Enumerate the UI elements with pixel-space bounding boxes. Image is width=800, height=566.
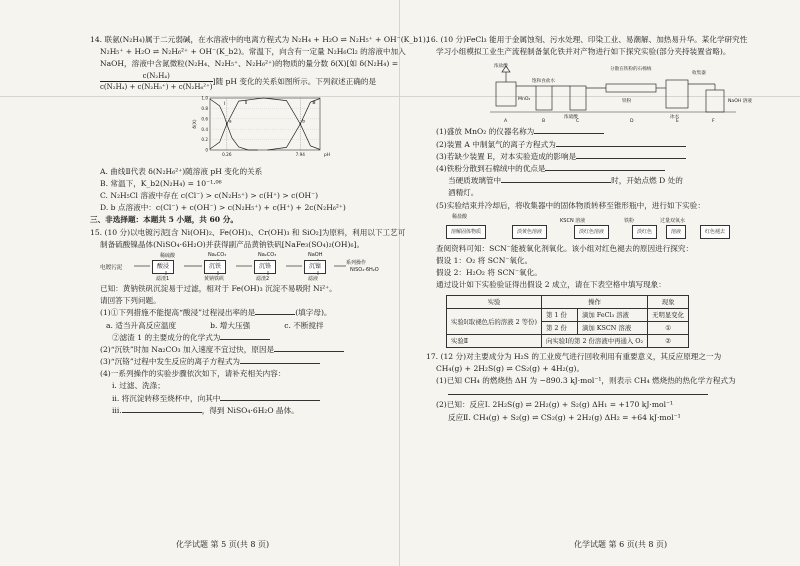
q17-part-1: (1)已知 CH₄ 的燃烧热 ΔH 为 −890.3 kJ·mol⁻¹，则表示 CH₄ 燃烧热的热化学方程式为 [436,376,736,386]
x-tick-label: 0.26 [222,151,232,157]
label-mno2: MnO₂ [518,97,531,103]
flow-yellow: 淡黄色溶液 [512,225,547,239]
experiment-table [446,295,689,348]
section-3-heading: 三、非选择题：本题共 5 小题，共 60 分。 [90,215,238,225]
q16-part-3: (3)若缺少装置 E，对本实验造成的影响是 [426,151,760,163]
header-experiment: 实验 [447,295,542,308]
q15-process-flow [100,253,386,283]
flow-solution: 溶液 [666,225,686,239]
reagent-3: Na₂CO₃ [258,252,277,259]
flow-series-op: 系列操作 [346,260,367,267]
waste-2: 黄钠铁矾 [204,276,225,283]
q16-lookup: 查阅资料可知：SCN⁻能被氧化剂氧化。该小组对红色褪去的原因进行探究： [436,243,694,253]
cell-portion1: 第 1 份 [541,308,577,321]
q15-ask: 请回答下列问题。 [100,296,161,306]
table-row [447,308,689,321]
label-b: B [542,119,546,125]
reagent-2: Na₂CO₃ [208,252,227,259]
label-f: F [712,119,715,125]
q16-hypothesis-1: 假设 1：O₂ 将 SCN⁻氧化。 [436,256,533,266]
y-axis-label: δ(X) [193,119,198,129]
label-asbestos: 分散在铁粉的石棉绒 [610,67,652,73]
flow-h2o2: 过量双氧水 [660,217,686,224]
q14-fraction-line [90,71,386,92]
label-d: D [630,119,634,125]
q17-part-1-blank [426,387,760,399]
answer-blank[interactable] [545,170,665,171]
q15-step-i: ⅰ. 过滤、洗涤； [112,381,165,391]
flow-fade: 红色褪去 [700,225,730,239]
table-header [447,295,689,308]
apparatus-diagram [476,60,776,124]
cell-result1: 无明显变化 [648,308,689,321]
label-conc-hcl: 浓盐酸 [494,64,508,70]
flow-step-acid: 酸浸 [152,260,174,274]
reagent-4: NaOH [308,252,323,259]
q15-part-1: (1)①下列措施不能提高“酸浸”过程浸出率的是 (填字母)。 [100,308,332,318]
y-tick-label: 0.8 [201,105,208,111]
label-c: C [576,119,580,125]
flow-top-reagent: 稀盐酸 [452,213,468,220]
label-a: A [504,119,508,125]
q16-exp-flow [446,213,760,243]
q16-part-2: (2)装置 A 中制氯气的离子方程式为 [426,139,760,151]
q16-part-4: (4)铁粉分散到石棉绒中的优点是 [426,163,760,175]
cell-result2[interactable]: ① [648,321,689,334]
cell-exp1: 实验Ⅰ(取褪色后的溶液 2 等份) [447,308,542,334]
cell-op3: 向实验Ⅰ的第 2 份溶液中再通入 O₂ [541,334,647,347]
q17-part-2b: 反应Ⅱ. CH₄(g) + S₂(g) ⇌ CS₂(g) + 2H₂(g) ΔH₂ = +64 kJ·mol⁻¹ [448,412,681,422]
answer-blank[interactable] [576,158,686,159]
q14-fraction [100,71,213,92]
q14-option-c: C. N₂H₅Cl 溶液中存在 c(Cl⁻) > c(N₂H₅⁺) > c(H⁺) > c(OH⁻) [100,191,319,201]
label-naoh: NaOH 溶液 [728,99,752,105]
option-c: c. 不断搅拌 [284,320,324,330]
q17-stem-2: CH₄(g) + 2H₂S(g) ⇌ CS₂(g) + 4H₂(g)。 [436,363,585,373]
series-curve-1 [210,99,258,150]
answer-blank[interactable] [274,351,344,352]
answer-blank[interactable] [556,146,686,147]
flow-product: NiSO₄·6H₂O [350,267,379,274]
page-right [400,0,800,566]
q15-part-2: (2)“沉铁”时加 Na₂CO₃ 加入速度不宜过快，原因是 [90,344,386,356]
q15-part-1b: ②滤渣 1 的主要成分的化学式为 [90,332,386,344]
answer-blank[interactable] [534,133,604,134]
answer-blank[interactable] [122,412,202,413]
q14-stem-2: N₂H₅⁺ + H₂O ⇌ N₂H₆²⁺ + OH⁻(K_b2)。常温下，向含有一定量 N₂H₆Cl₂ 的溶液中加入 [100,47,406,57]
label-collector: 收集器 [692,71,706,77]
q16-part-1: (1)盛放 MnO₂ 的仪器名称为 [426,126,760,138]
label-ice: 冰水 [670,115,680,121]
answer-blank[interactable] [501,182,611,183]
option-b: b. 增大压强 [210,320,251,330]
q14-option-a: A. 曲线Ⅱ代表 δ(N₂H₆²⁺)随溶液 pH 变化的关系 [100,166,263,176]
q16-part-4c: 酒精灯。 [448,188,479,198]
table-row [447,334,689,347]
flow-step-nickel: 沉镍 [304,260,326,274]
y-tick-label: 0 [205,147,208,153]
label-h2so4: 浓硫酸 [564,115,578,121]
flow-light-red: 淡红色溶液 [574,225,609,239]
q14-option-d: D. b 点溶液中：c(Cl⁻) + c(OH⁻) > c(N₂H₅⁺) + c(H⁺) + 2c(N₂H₆²⁺) [100,203,346,213]
distribution-chart [90,94,390,166]
waste-3: 滤渣2 [256,276,270,283]
q16-part-5: (5)实验结束并冷却后，将收集器中的固体物质转移至锥形瓶中，进行如下实验： [436,200,705,210]
q15-part-4: (4)一系列操作的实验步骤依次如下，请补充相关内容： [100,369,286,379]
header-operation: 操作 [541,295,647,308]
footer-right: 化学试题 第 6 页(共 8 页) [574,540,668,549]
reagent-1: 稀硫酸 [160,253,176,260]
flow-arrows [100,253,360,283]
series-curve-3 [267,98,320,150]
y-tick-label: 1.0 [201,95,208,101]
fraction-numerator: c(N₂H₄) [100,71,213,82]
curve-label: Ⅲ [312,100,316,106]
footer-left: 化学试题 第 5 页(共 8 页) [176,540,270,549]
q16-design: 通过设计如下实验验证得出假设 2 成立，请在下表空格中填写现象： [436,280,666,290]
y-tick-label: 0.2 [201,136,208,142]
curve-label: Ⅱ [244,100,247,106]
q14-option-b: B. 常温下，K_b2(N₂H₄) = 10⁻¹·⁰⁶ [100,178,222,188]
answer-blank[interactable] [240,363,320,364]
q15-known: 已知：黄钠铁矾沉淀易于过滤，相对于 Fe(OH)₃ 沉淀不易吸附 Ni²⁺。 [100,284,337,294]
waste-1: 滤渣1 [156,276,170,283]
q16-stem: 16. (10 分)FeCl₃ 能用于金属蚀刻、污水处理、印染工业、易潮解、加热易升华。某化学研究性 [426,35,748,44]
intersection-point [226,123,228,125]
flow-kscn: KSCN 溶液 [560,217,586,224]
answer-blank[interactable] [255,314,295,315]
q15-step-ii: ⅱ. 将沉淀转移至烧杯中，向其中 [90,393,386,405]
flow-step-iron: 沉铁 [204,260,226,274]
y-tick-label: 0.4 [201,126,208,132]
cell-exp2: 实验Ⅱ [447,334,542,347]
y-tick-label: 0.6 [201,116,208,122]
flow-red: 淡红色 [632,225,657,239]
header-phenomenon: 现象 [648,295,689,308]
flow-start: 电镀污泥 [100,265,123,272]
q15-stem-2: 制备硫酸镍晶体(NiSO₄·6H₂O)并获得副产品黄钠铁矾[NaFe₃(SO₄)₂(OH)₆]。 [100,239,365,249]
q14-stem: 14. 联氨(N₂H₄)属于二元弱碱，在水溶液中的电离方程式为 N₂H₄ + H₂O ⇌ N₂H₅⁺ + OH⁻(K_b1)、 [90,35,434,44]
point-label: b [302,119,306,125]
q15-part-3: (3)“沉铬”过程中发生反应的离子方程式为 [90,356,386,368]
q16-hypothesis-2: 假设 2：H₂O₂ 将 SCN⁻氧化。 [436,268,542,278]
q14-stem-4: ]随 pH 变化的关系如图所示。下列叙述正确的是 [212,76,377,86]
cell-op1: 滴加 FeCl₃ 溶液 [577,308,647,321]
cell-portion2: 第 2 份 [541,321,577,334]
cell-result3[interactable]: ② [648,334,689,347]
q16-part-4b: 当硬质玻璃管中 时，开始点燃 D 处的 [448,176,683,186]
option-a: a. 适当升高反应温度 [106,320,177,330]
answer-blank[interactable] [220,400,320,401]
answer-blank[interactable] [448,394,708,395]
fraction-denominator: c(N₂H₄) + c(N₂H₅⁺) + c(N₂H₆²⁺) [100,82,213,91]
curve-label: Ⅰ [223,101,225,107]
x-axis-label: pH [324,152,331,158]
answer-blank[interactable] [220,339,270,340]
q16-stem-2: 学习小组模拟工业生产流程制备氯化铁并对产物进行如下探究实验(部分夹持装置省略)。 [436,47,731,57]
label-iron: 铁粉 [622,99,632,105]
q15-step-iii: ⅲ. ，得到 NiSO₄·6H₂O 晶体。 [112,405,299,415]
q14-stem-3: NaOH，溶液中含氮微粒(N₂H₄、N₂H₅⁺、N₂H₆²⁺)的物质的量分数 δ(X)[如 δ(N₂H₄) = [100,59,399,69]
label-brine: 饱和食盐水 [532,79,555,85]
point-label: a [228,119,232,125]
x-tick-label: 7.94 [295,151,305,157]
intersection-point [299,123,301,125]
q15-stem: 15. (10 分)以电镀污泥[含 Ni(OH)₂、Fe(OH)₃、Cr(OH)₃ 和 SiO₂]为原料，利用以下工艺可 [90,227,406,237]
flow-step-chromium: 沉铬 [254,260,276,274]
flow-iron: 铁粉 [624,217,635,224]
flow-dissolve: 溶解固体物质 [446,225,486,239]
q17-part-2a: (2)已知：反应Ⅰ. 2H₂S(g) ⇌ 2H₂(g) + S₂(g) ΔH₁ = +170 kJ·mol⁻¹ [436,400,674,410]
label-e: E [676,119,679,125]
q17-stem: 17. (12 分)对主要成分为 H₂S 的工业废气进行回收利用有重要意义，其反应原理之一为 [426,351,722,361]
waste-4: 滤液 [308,276,319,283]
cell-op2: 滴加 KSCN 溶液 [577,321,647,334]
q15-part-1-options [90,320,386,332]
